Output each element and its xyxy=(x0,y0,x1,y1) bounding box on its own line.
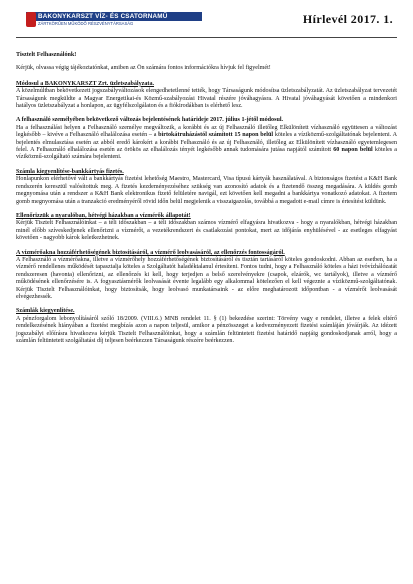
section-heading: Módosul a BAKONYKARSZT Zrt. üzletszabályzata. xyxy=(16,80,155,87)
section-heading: Számla kiegyenlítése-bankkártyás fizetés. xyxy=(16,168,124,175)
section-user-change xyxy=(16,117,397,161)
section-text: Kérjük Tisztelt Felhasználóinkat – a téli időszakban – a téli időszakban számos vízmérő elfagyásra hivatkozva - hogy a nyaralókban, hétvégi házakban minél előbb szíveskedjenek ellenőrizni a vízmérőt, a vezetékrendszert és csatlakozási pontokat, mert az időjárás enyhülésével - az esetleges elfagyást követően - nagyobb károk keletkezhetnek. xyxy=(16,220,397,242)
section-business-rules xyxy=(16,81,397,111)
section-heading: Ellenőrizzük a nyaralóban, hétvégi házakban a vízmérők állapotát! xyxy=(16,212,191,219)
header xyxy=(16,12,397,34)
deadline-60-days: 60 napon belül xyxy=(333,147,373,154)
logo-name: BAKONYKARSZT VÍZ- ÉS CSATORNAMŰ xyxy=(26,12,202,21)
text-part: köteles a víziközmű-szolgáltató számára bejelenteni. xyxy=(16,147,397,161)
section-heading: Számlák kiegyenlítése. xyxy=(16,308,75,315)
newsletter-body xyxy=(16,52,397,352)
header-divider xyxy=(16,37,397,38)
newsletter-title: Hírlevél 2017. 1. xyxy=(302,12,393,26)
logo-subtitle: ZÁRTKÖRŰEN MŰKÖDŐ RÉSZVÉNYTÁRSASÁG xyxy=(38,21,134,26)
section-text xyxy=(16,125,397,162)
section-text: A Felhasználó a vízmérőakna, illetve a vízmérőhely hozzáférhetőségének biztosításáról és tisztán tartásáról köteles gondoskodni. Abban az esetben, ha a vízmérő rendellenes működését tapasztalja köteles a Szolgáltatót haladéktalanul értesíteni. Fontos tudni, hogy a Felhasználó köteles a házi ivóvízhálózatát rendszeresen (havonta) ellenőrizni, az ellenőrzés ki kell, hogy terjedjen a belső szerelvényekre (csapok, elzárók, wc tartályok), illetve a vízmérő működésének ellenőrzésére is. A fogyasztásmérők leolvasását évente legalább egy alkalommal kötelezően el kell végeznie a víziközmű-szolgáltatónak. Kérjük Tisztelt Felhasználóinkat, hogy biztosítsák, hogy leolvasó munkatársaink - az előre meghatározott időpontban - a vízmérőt leolvasását elvégezhessék. xyxy=(16,256,397,300)
text-part: köteles a víziközmű-szolgáltatónak bejelenteni. A bejelentés elmulasztása esetén az abból eredő károkért a korábbi Felhasználó és az új Felhasználó, illetőleg az Elkülönített vízhasználó egyetemlegesen felel. A Felhasználó elhalálozása esetén az örökös az elhalálozás tényét legkésőbb annak tudomására jutása napjától számított xyxy=(16,132,397,154)
company-logo xyxy=(26,12,202,28)
section-text: A közelmúltban bekövetkezett jogszabályváltozások elengedhetetlenné tették, hogy Társaságunk módosítsa üzletszabályzatát. Az üzletszabályzat tervezetét Társaságunk megküldte a Magyar Energetikai-és Közmű-szabályozási Hivatal részére jóváhagyásra. A Hivatal jóváhagyását követően a mindenkori hatályos üzletszabályzat a honlapon, az ügyfélszolgálaton és a fiókirodákban is elérhető lesz. xyxy=(16,88,397,110)
logo-mark-icon xyxy=(26,12,36,27)
intro-text: Kérjük, olvassa végig tájékoztatónkat, amiben az Ön számára fontos információkra hívjuk fel figyelmét! xyxy=(16,65,271,72)
section-text: A pénzforgalom lebonyolításáról szóló 18/2009. (VIII.6.) MNB rendelet 11. § (1) bekezdése szerint: Törvény vagy e rendelet, illetve a felek eltérő rendelkezésének hiányában a fizetést megbízás azon a napon teljesül, amikor a pénzösszeget a kedvezményezett fizetési számláján jóváírják. Az idézett jogszabályi előírásra hivatkozva kérjük Tisztelt Felhasználóinkat, hogy a számlán feltüntetett fizetési határidő napjáig gondoskodjanak arról, hogy a számlán feltüntetett szolgáltatási díj teljesen beérkezzen Társaságunk részére beérkezzen. xyxy=(16,315,397,344)
deadline-15-days: birtokátruházástól számított 15 napon belül xyxy=(158,132,274,139)
section-heading: A vízmérőakna hozzáférhetőségének biztosításáról, a vízmérő leolvasásáról, az ellenőrzés fontosságáról. xyxy=(16,249,285,256)
section-text: Honlapunkon elérhetővé vált a bankkártyás fizetési lehetőség Maestro, Mastercard, Visa típusú kártyák használatával. A biztonságos fizetést a K&H Bank rendszerén keresztül valósítottuk meg. A fizetés kezdeményezéséhez szükség van azonosító adatok és a fizetendő összeg megadására. A küldés gomb megnyomása után a rendszer a K&H Bank elektronikus fizető felületére navigál, ezt követően kell megadni a bankkártya vonatkozó adatokat. A fizetem gomb megnyomása után a tranzakció eredményéről rövid időn belül megjelenik a visszaigazolás, továbbá a megadott e-mail címre is értesítést küldünk. xyxy=(16,176,397,205)
text-part: Ha a felhasználási helyen a Felhasználó személye megváltozik, a korábbi és az új Felhasználó illetőleg Elkülönített vízhasználó együttesen a változást legkésőbb – kivéve a Felhasználó elhalálozása esetén – a xyxy=(16,124,397,139)
section-card-payment xyxy=(16,169,397,206)
section-heading: A felhasználó személyében bekövetkező változás bejelentésének határideje 2017. július 1-jétől módosul. xyxy=(16,117,284,124)
section-meter-check xyxy=(16,213,397,243)
greeting: Tisztelt Felhasználónk! xyxy=(16,52,77,58)
section-meter-access xyxy=(16,250,397,302)
section-bill-payment xyxy=(16,308,397,345)
